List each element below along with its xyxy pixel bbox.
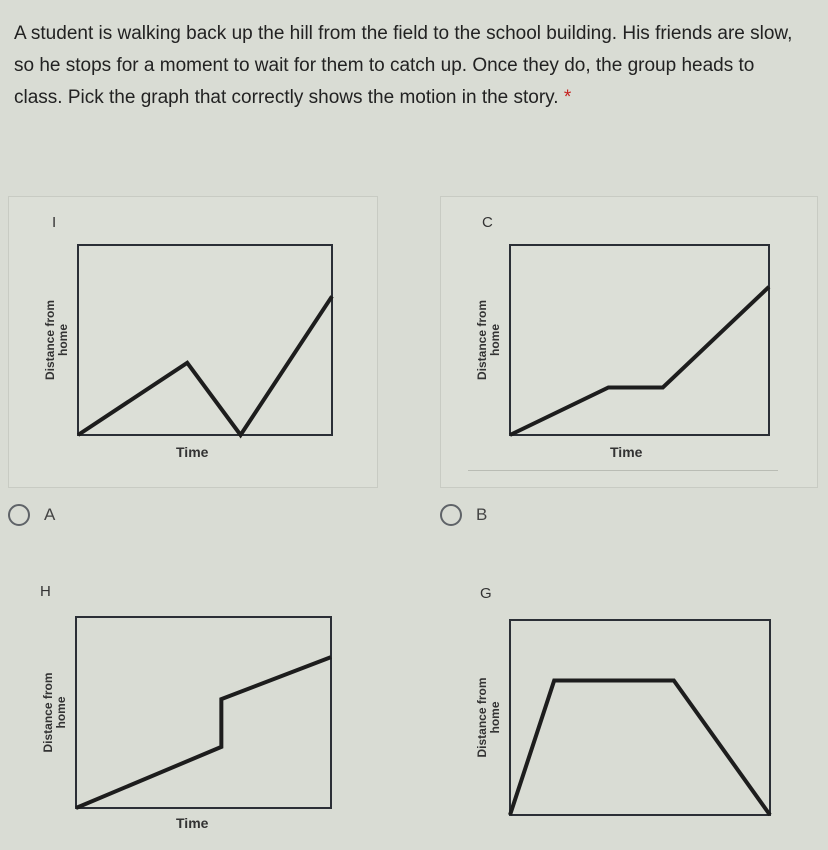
graph-1 bbox=[460, 240, 779, 470]
plot-frame bbox=[510, 245, 769, 435]
graph-title: H bbox=[40, 583, 51, 600]
radio-a[interactable] bbox=[8, 504, 30, 526]
graph-title: G bbox=[480, 585, 492, 602]
question-label: A student is walking back up the hill from the field to the school building. His friends are slow, so he stops for a moment to wait for them to catch up. Once they do, the group heads to class. Pick the graph that correctly shows the motion in the story. bbox=[14, 23, 793, 108]
y-axis-label: Distance fromhome bbox=[475, 677, 502, 758]
divider bbox=[468, 470, 778, 471]
option-b-label: B bbox=[476, 505, 488, 524]
plot-frame bbox=[510, 620, 770, 815]
y-axis-label: Distance fromhome bbox=[43, 299, 70, 381]
x-axis-label: Time bbox=[176, 444, 209, 460]
x-axis-label: Time bbox=[610, 444, 643, 460]
x-axis-label: Time bbox=[176, 815, 209, 831]
option-a-label: A bbox=[44, 505, 56, 524]
y-axis-label: Distance fromhome bbox=[41, 672, 68, 753]
graph-title: I bbox=[52, 214, 57, 231]
series-line bbox=[76, 657, 331, 808]
graph-0 bbox=[28, 240, 342, 470]
graph-3 bbox=[460, 615, 780, 850]
plot-frame bbox=[78, 245, 332, 435]
question-text bbox=[14, 18, 804, 114]
radio-b[interactable] bbox=[440, 504, 462, 526]
y-axis-label: Distance fromhome bbox=[475, 299, 502, 381]
option-a[interactable] bbox=[8, 504, 55, 526]
series-line bbox=[510, 287, 769, 435]
plot-frame bbox=[76, 617, 331, 808]
graph-title: C bbox=[482, 214, 493, 231]
series-line bbox=[78, 296, 332, 435]
series-line bbox=[510, 680, 770, 815]
required-asterisk: * bbox=[563, 87, 572, 108]
graph-2 bbox=[26, 612, 341, 843]
option-b[interactable] bbox=[440, 504, 487, 526]
